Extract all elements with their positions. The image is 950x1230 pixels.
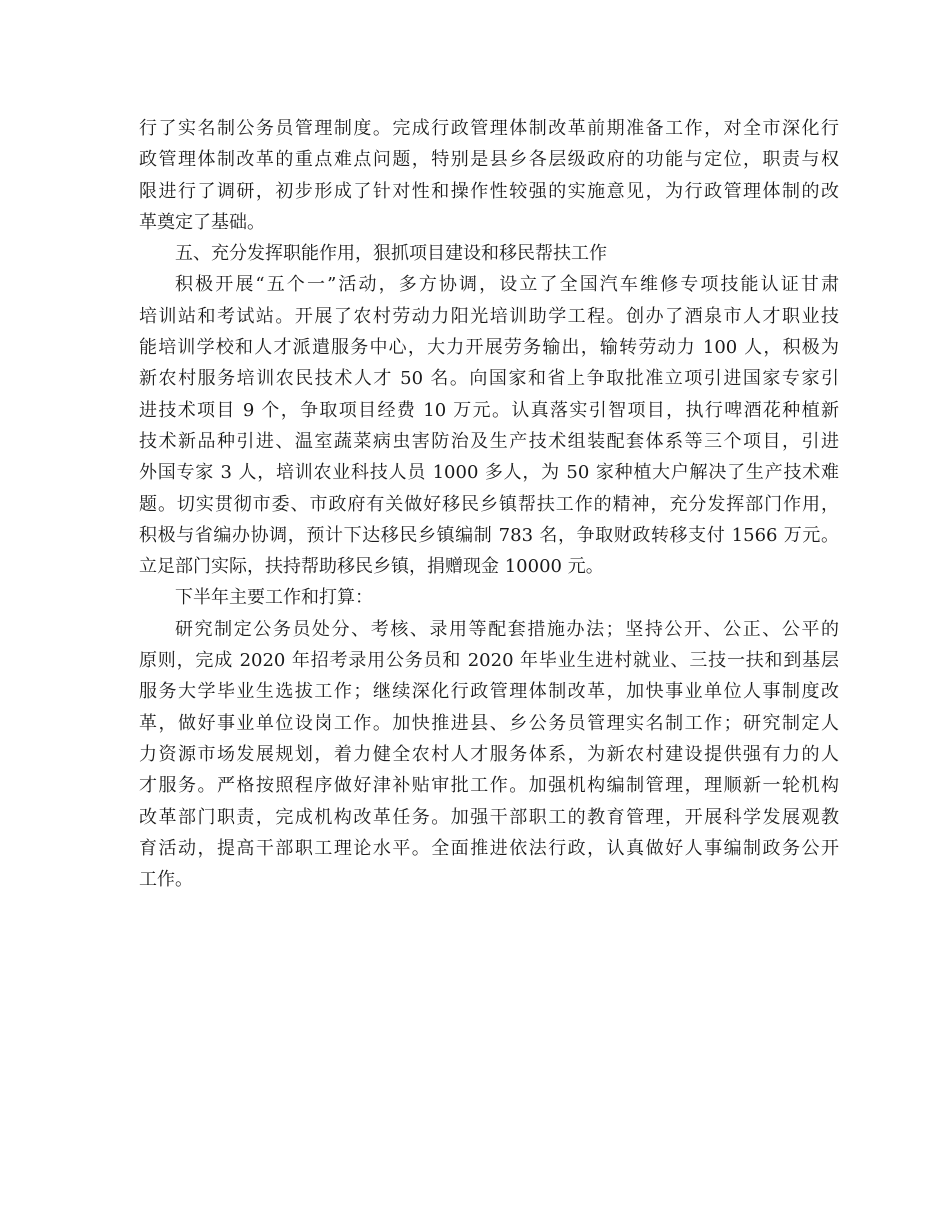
text-line: 政管理体制改革的重点难点问题，特别是县乡各层级政府的功能与定位，职责与权 [139,149,839,171]
text-line: 题。切实贯彻市委、市政府有关做好移民乡镇帮扶工作的精神，充分发挥部门作用， [139,493,839,515]
text-line: 革，做好事业单位设岗工作。加快推进县、乡公务员管理实名制工作；研究制定人 [139,712,839,734]
text-line: 行了实名制公务员管理制度。完成行政管理体制改革前期准备工作，对全市深化行 [139,118,839,139]
text-line: 积极开展“五个一”活动，多方协调，设立了全国汽车维修专项技能认证甘肃 [175,274,839,296]
section-heading: 五、充分发挥职能作用，狠抓项目建设和移民帮扶工作 [175,243,607,265]
text-line: 限进行了调研，初步形成了针对性和操作性较强的实施意见，为行政管理体制的改 [139,180,839,202]
text-line: 育活动，提高干部职工理论水平。全面推进依法行政，认真做好人事编制政务公开 [139,837,839,859]
text-line: 外国专家 3 人，培训农业科技人员 1000 多人，为 50 家种植大户解决了生产技术难 [139,462,839,484]
text-line: 新农村服务培训农民技术人才 50 名。向国家和省上争取批准立项引进国家专家引 [139,368,839,390]
document-body [139,113,839,895]
text-line: 服务大学毕业生选拔工作；继续深化行政管理体制改革，加快事业单位人事制度改 [139,681,839,703]
text-line: 技术新品种引进、温室蔬菜病虫害防治及生产技术组装配套体系等三个项目，引进 [139,430,839,452]
text-line: 改革部门职责，完成机构改革任务。加强干部职工的教育管理，开展科学发展观教 [139,806,839,828]
text-line: 原则，完成 2020 年招考录用公务员和 2020 年毕业生进村就业、三技一扶和到基层 [139,650,839,672]
section-heading: 下半年主要工作和打算： [175,587,373,609]
text-line: 工作。 [139,869,193,891]
text-line: 积极与省编办协调，预计下达移民乡镇编制 783 名，争取财政转移支付 1566 万元。 [139,524,839,546]
text-line: 培训站和考试站。开展了农村劳动力阳光培训助学工程。创办了酒泉市人才职业技 [139,305,839,327]
text-line: 革奠定了基础。 [139,211,265,233]
text-line: 立足部门实际，扶持帮助移民乡镇，捐赠现金 10000 元。 [139,556,604,578]
text-line: 进技术项目 9 个，争取项目经费 10 万元。认真落实引智项目，执行啤酒花种植新 [139,399,839,421]
text-line: 才服务。严格按照程序做好津补贴审批工作。加强机构编制管理，理顺新一轮机构 [139,775,839,797]
text-line: 力资源市场发展规划，着力健全农村人才服务体系，为新农村建设提供强有力的人 [139,743,839,765]
text-line: 能培训学校和人才派遣服务中心，大力开展劳务输出，输转劳动力 100 人，积极为 [139,337,839,359]
text-line: 研究制定公务员处分、考核、录用等配套措施办法；坚持公开、公正、公平的 [175,618,839,640]
